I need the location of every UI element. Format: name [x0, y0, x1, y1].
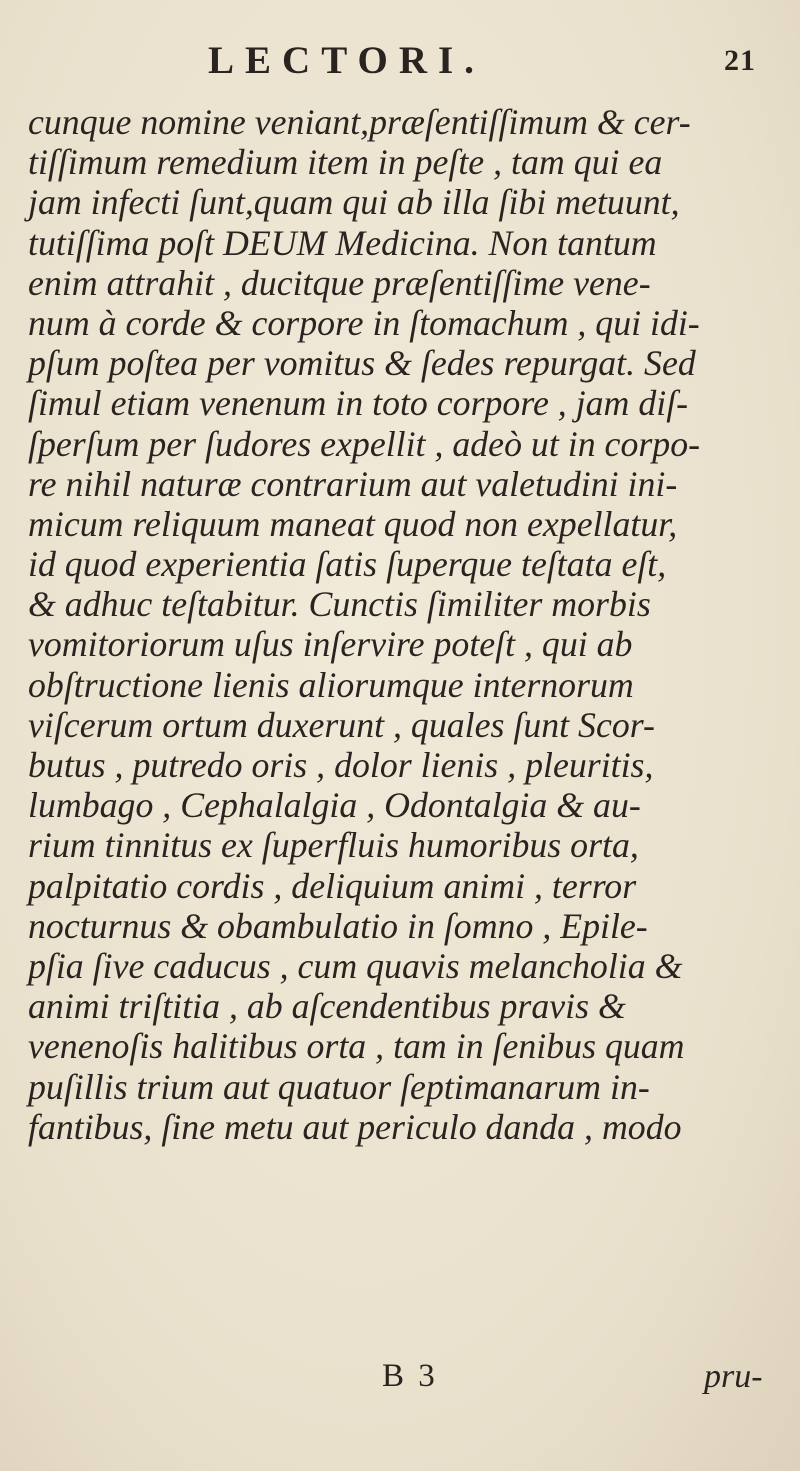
text-line: rium tinnitus ex ſuperfluis humoribus orta, [28, 825, 639, 866]
catchword: pru- [704, 1358, 763, 1395]
text-line: pſum poſtea per vomitus & ſedes repurgat. Sed [28, 343, 696, 384]
page-footer [0, 1358, 800, 1403]
text-line: obſtructione lienis aliorumque internorum [28, 664, 634, 705]
page-number: 21 [724, 44, 756, 77]
text-line: viſcerum ortum duxerunt , quales ſunt Scor- [28, 704, 655, 745]
text-line: palpitatio cordis , deliquium animi , terror [28, 865, 637, 906]
text-line: venenoſis halitibus orta , tam in ſenibus quam [28, 1026, 685, 1067]
text-line: animi triſtitia , ab aſcendentibus pravis & [28, 986, 626, 1027]
text-line: fantibus, ſine metu aut periculo danda , modo [28, 1106, 682, 1147]
text-line: lumbago , Cephalalgia , Odontalgia & au- [28, 785, 641, 826]
text-line: puſillis trium aut quatuor ſeptimanarum in- [28, 1066, 650, 1107]
signature-mark: B 3 [382, 1358, 438, 1394]
text-line: & adhuc teſtabitur. Cunctis ſimiliter morbis [28, 584, 651, 625]
text-line: ſimul etiam venenum in toto corpore , jam diſ- [28, 383, 689, 424]
body-text [28, 102, 798, 1147]
text-line: pſia ſive caducus , cum quavis melancholia & [28, 945, 683, 986]
text-line: num à corde & corpore in ſtomachum , qui idi- [28, 302, 700, 343]
text-line: micum reliquum maneat quod non expellatur, [28, 503, 678, 544]
text-line: vomitoriorum uſus inſervire poteſt , qui ab [28, 624, 633, 665]
text-line: jam infecti ſunt,quam qui ab illa ſibi metuunt, [28, 182, 680, 223]
text-line: ſperſum per ſudores expellit , adeò ut in corpo- [28, 423, 701, 464]
text-line: butus , putredo oris , dolor lienis , pleuritis, [28, 745, 654, 785]
page-header [0, 38, 800, 88]
text-line: tiſſimum remedium item in peſte , tam qui ea [28, 142, 663, 183]
running-head: LECTORI. [208, 39, 485, 82]
text-line: re nihil naturæ contrarium aut valetudini ini- [28, 463, 678, 504]
text-line: tutiſſima poſt DEUM Medicina. Non tantum [28, 222, 657, 263]
text-line: cunque nomine veniant,præſentiſſimum & cer- [28, 102, 691, 142]
text-line: nocturnus & obambulatio in ſomno , Epile- [28, 905, 648, 946]
text-line: id quod experientia ſatis ſuperque teſtata eſt, [28, 544, 667, 585]
text-line: enim attrahit , ducitque præſentiſſime vene- [28, 262, 651, 303]
